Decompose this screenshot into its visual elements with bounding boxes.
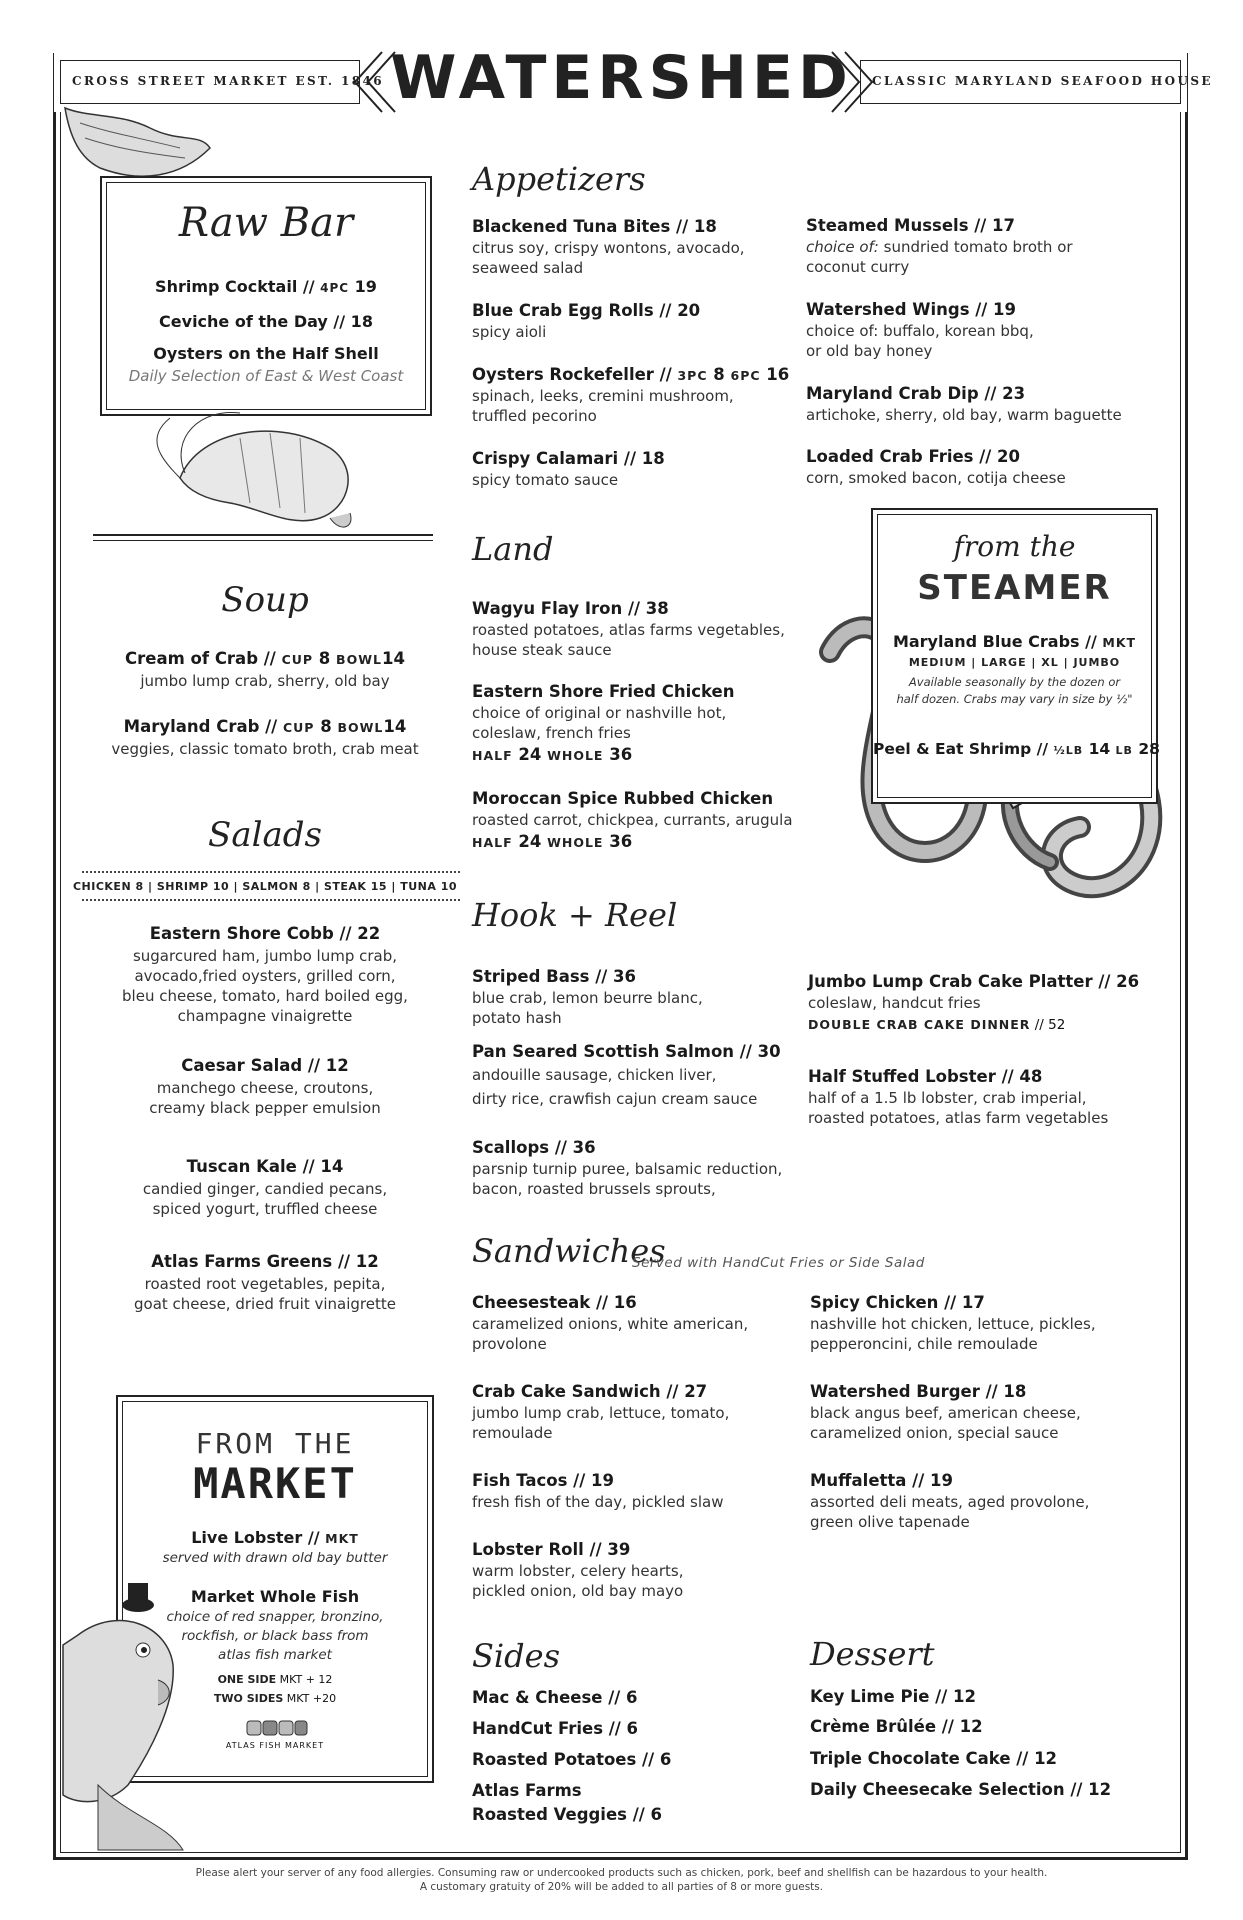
raw-bar-rule bbox=[93, 540, 433, 541]
hook-reel-item: Jumbo Lump Crab Cake Platter // 26 bbox=[808, 972, 1140, 991]
sides-title: Sides bbox=[472, 1637, 560, 1675]
sandwich-desc: black angus beef, american cheese, caramelized onion, special sauce bbox=[810, 1404, 1081, 1442]
allergy-notice: Please alert your server of any food allergies. Consuming raw or undercooked products such as chicken, pork, beef and shellfish can be hazardous to your health. bbox=[195, 1867, 1048, 1879]
land-item: Wagyu Flay Iron // 38 bbox=[472, 599, 669, 618]
land-desc: choice of original or nashville hot, coleslaw, french fries bbox=[472, 704, 727, 742]
appetizer-item: Blue Crab Egg Rolls // 20 bbox=[472, 301, 701, 320]
hook-reel-desc: coleslaw, handcut fries bbox=[808, 994, 981, 1012]
sandwich-item: Fish Tacos // 19 bbox=[472, 1471, 614, 1490]
appetizer-item: Steamed Mussels // 17 bbox=[806, 216, 1016, 235]
appetizer-item: Loaded Crab Fries // 20 bbox=[806, 447, 1021, 466]
appetizer-item: Maryland Crab Dip // 23 bbox=[806, 384, 1026, 403]
appetizer-desc: citrus soy, crispy wontons, avocado, seaweed salad bbox=[472, 239, 745, 277]
soup-item: Maryland Crab // CUP 8 BOWL14 bbox=[123, 717, 407, 736]
side-item: HandCut Fries // 6 bbox=[472, 1719, 639, 1738]
sandwich-desc: caramelized onions, white american, provolone bbox=[472, 1315, 749, 1353]
side-item: Mac & Cheese // 6 bbox=[472, 1688, 638, 1707]
land-item: Eastern Shore Fried Chicken bbox=[472, 682, 735, 701]
appetizer-item: Crispy Calamari // 18 bbox=[472, 449, 665, 468]
appetizer-item: Blackened Tuna Bites // 18 bbox=[472, 217, 717, 236]
raw-bar-rule bbox=[93, 534, 433, 536]
soup-desc: jumbo lump crab, sherry, old bay bbox=[140, 672, 390, 690]
dessert-title: Dessert bbox=[810, 1635, 935, 1673]
steamer-title: STEAMER bbox=[917, 568, 1112, 608]
appetizer-desc: spicy aioli bbox=[472, 323, 547, 341]
steamer-item: Maryland Blue Crabs // MKT bbox=[892, 632, 1137, 651]
market-side-price: TWO SIDES MKT +20 bbox=[213, 1692, 337, 1705]
salad-item: Atlas Farms Greens // 12 bbox=[151, 1252, 379, 1271]
side-item: Atlas Farms bbox=[472, 1781, 582, 1800]
salad-item: Caesar Salad // 12 bbox=[181, 1056, 349, 1075]
land-price: HALF 24 WHOLE 36 bbox=[472, 832, 633, 851]
market-desc: served with drawn old bay butter bbox=[162, 1550, 388, 1566]
steamer-title: from the bbox=[953, 530, 1076, 563]
side-item: Roasted Veggies // 6 bbox=[472, 1805, 662, 1824]
hook-reel-desc: half of a 1.5 lb lobster, crab imperial, roasted potatoes, atlas farm vegetables bbox=[808, 1089, 1109, 1127]
appetizer-desc: artichoke, sherry, old bay, warm baguette bbox=[806, 406, 1122, 424]
steamer-box bbox=[871, 508, 1158, 804]
market-item: Live Lobster // MKT bbox=[191, 1528, 359, 1547]
steamer-note: Available seasonally by the dozen or half dozen. Crabs may vary in size by ½" bbox=[896, 675, 1133, 706]
salad-desc: roasted root vegetables, pepita, goat cheese, dried fruit vinaigrette bbox=[134, 1275, 396, 1313]
raw-bar-item: Oysters on the Half Shell bbox=[153, 344, 379, 363]
atlas-fish-logo bbox=[247, 1719, 307, 1739]
side-item: Roasted Potatoes // 6 bbox=[472, 1750, 672, 1769]
atlas-fish-logo-text: ATLAS FISH MARKET bbox=[225, 1741, 325, 1750]
market-side-price: ONE SIDE MKT + 12 bbox=[217, 1673, 333, 1686]
dessert-item: Crème Brûlée // 12 bbox=[810, 1717, 983, 1736]
steamer-sizes: MEDIUM | LARGE | XL | JUMBO bbox=[908, 656, 1121, 669]
hook-reel-item: Pan Seared Scottish Salmon // 30 bbox=[472, 1042, 781, 1061]
sandwich-item: Lobster Roll // 39 bbox=[472, 1540, 631, 1559]
header-right-tagline: CLASSIC MARYLAND SEAFOOD HOUSE bbox=[872, 74, 1213, 88]
dessert-item: Triple Chocolate Cake // 12 bbox=[810, 1749, 1058, 1768]
raw-bar-box bbox=[100, 176, 432, 416]
land-title: Land bbox=[472, 530, 554, 568]
land-price: HALF 24 WHOLE 36 bbox=[472, 745, 633, 764]
raw-bar-item: Shrimp Cocktail // 4PC 19 bbox=[155, 277, 377, 296]
salad-desc: candied ginger, candied pecans, spiced yogurt, truffled cheese bbox=[142, 1180, 388, 1218]
gratuity-notice: A customary gratuity of 20% will be added to all parties of 8 or more guests. bbox=[419, 1881, 824, 1893]
appetizer-item: Oysters Rockefeller // 3PC 8 6PC 16 bbox=[472, 365, 790, 384]
salads-divider bbox=[82, 899, 460, 901]
restaurant-logo: WATERSHED bbox=[390, 43, 853, 113]
appetizer-desc: choice of: buffalo, korean bbq, or old bay honey bbox=[806, 322, 1034, 360]
market-item: Market Whole Fish bbox=[190, 1587, 360, 1606]
sandwich-item: Watershed Burger // 18 bbox=[810, 1382, 1027, 1401]
sandwich-desc: warm lobster, celery hearts, pickled onion, old bay mayo bbox=[472, 1562, 684, 1600]
land-item: Moroccan Spice Rubbed Chicken bbox=[472, 789, 774, 808]
salad-item: Eastern Shore Cobb // 22 bbox=[149, 924, 381, 943]
sandwiches-subtitle: Served with HandCut Fries or Side Salad bbox=[632, 1255, 925, 1271]
hook-reel-extra: DOUBLE CRAB CAKE DINNER // 52 bbox=[808, 1017, 1066, 1033]
dessert-item: Key Lime Pie // 12 bbox=[810, 1687, 976, 1706]
raw-bar-note: Daily Selection of East & West Coast bbox=[128, 367, 404, 385]
sandwich-item: Spicy Chicken // 17 bbox=[810, 1293, 985, 1312]
appetizers-title: Appetizers bbox=[472, 160, 646, 198]
salad-item: Tuscan Kale // 14 bbox=[186, 1157, 344, 1176]
hook-reel-item: Scallops // 36 bbox=[472, 1138, 596, 1157]
hook-reel-desc: andouille sausage, chicken liver, dirty rice, crawfish cajun cream sauce bbox=[472, 1066, 758, 1108]
land-desc: roasted carrot, chickpea, currants, arugula bbox=[472, 811, 793, 829]
soup-title: Soup bbox=[221, 580, 309, 620]
appetizer-item: Watershed Wings // 19 bbox=[806, 300, 1017, 319]
hook-reel-title: Hook + Reel bbox=[472, 896, 678, 934]
sandwich-item: Muffaletta // 19 bbox=[810, 1471, 953, 1490]
hook-reel-item: Half Stuffed Lobster // 48 bbox=[808, 1067, 1043, 1086]
steamer-item: Peel & Eat Shrimp // ½LB 14 LB 28 bbox=[873, 740, 1160, 758]
hook-reel-item: Striped Bass // 36 bbox=[472, 967, 636, 986]
land-desc: roasted potatoes, atlas farms vegetables, house steak sauce bbox=[472, 621, 785, 659]
sandwich-desc: fresh fish of the day, pickled slaw bbox=[472, 1493, 724, 1511]
sandwich-desc: assorted deli meats, aged provolone, green olive tapenade bbox=[810, 1493, 1090, 1531]
hook-reel-desc: blue crab, lemon beurre blanc, potato hash bbox=[472, 989, 703, 1027]
salad-desc: sugarcured ham, jumbo lump crab, avocado,fried oysters, grilled corn, bleu cheese, tomato, hard boiled egg, champagne vinaigrette bbox=[122, 947, 408, 1025]
sandwich-item: Crab Cake Sandwich // 27 bbox=[472, 1382, 708, 1401]
appetizer-desc: spicy tomato sauce bbox=[472, 471, 619, 489]
market-desc: choice of red snapper, bronzino, rockfish, or black bass from atlas fish market bbox=[166, 1609, 384, 1663]
dessert-item: Daily Cheesecake Selection // 12 bbox=[810, 1780, 1112, 1799]
market-title: FROM THE bbox=[195, 1427, 355, 1460]
sandwich-item: Cheesesteak // 16 bbox=[472, 1293, 637, 1312]
header-left-tagline: CROSS STREET MARKET EST. 1846 bbox=[72, 74, 384, 88]
sandwich-desc: nashville hot chicken, lettuce, pickles, pepperoncini, chile remoulade bbox=[810, 1315, 1096, 1353]
hook-reel-desc: parsnip turnip puree, balsamic reduction, bacon, roasted brussels sprouts, bbox=[472, 1160, 783, 1198]
soup-desc: veggies, classic tomato broth, crab meat bbox=[111, 740, 419, 758]
salads-addons: CHICKEN 8 | SHRIMP 10 | SALMON 8 | STEAK 15 | TUNA 10 bbox=[72, 880, 458, 893]
shrimp-illustration bbox=[140, 408, 380, 538]
sandwiches-title: Sandwiches bbox=[472, 1232, 666, 1270]
appetizer-desc: choice of: sundried tomato broth or coconut curry bbox=[806, 238, 1073, 276]
salads-divider bbox=[82, 871, 460, 873]
salads-title: Salads bbox=[208, 815, 322, 855]
appetizer-desc: corn, smoked bacon, cotija cheese bbox=[806, 469, 1066, 487]
salad-desc: manchego cheese, croutons, creamy black pepper emulsion bbox=[149, 1079, 381, 1117]
raw-bar-item: Ceviche of the Day // 18 bbox=[159, 312, 373, 331]
market-title: MARKET bbox=[193, 1459, 357, 1508]
appetizer-desc: spinach, leeks, cremini mushroom, truffled pecorino bbox=[472, 387, 734, 425]
raw-bar-title: Raw Bar bbox=[178, 200, 354, 246]
sandwich-desc: jumbo lump crab, lettuce, tomato, remoulade bbox=[472, 1404, 730, 1442]
soup-item: Cream of Crab // CUP 8 BOWL14 bbox=[125, 649, 405, 668]
